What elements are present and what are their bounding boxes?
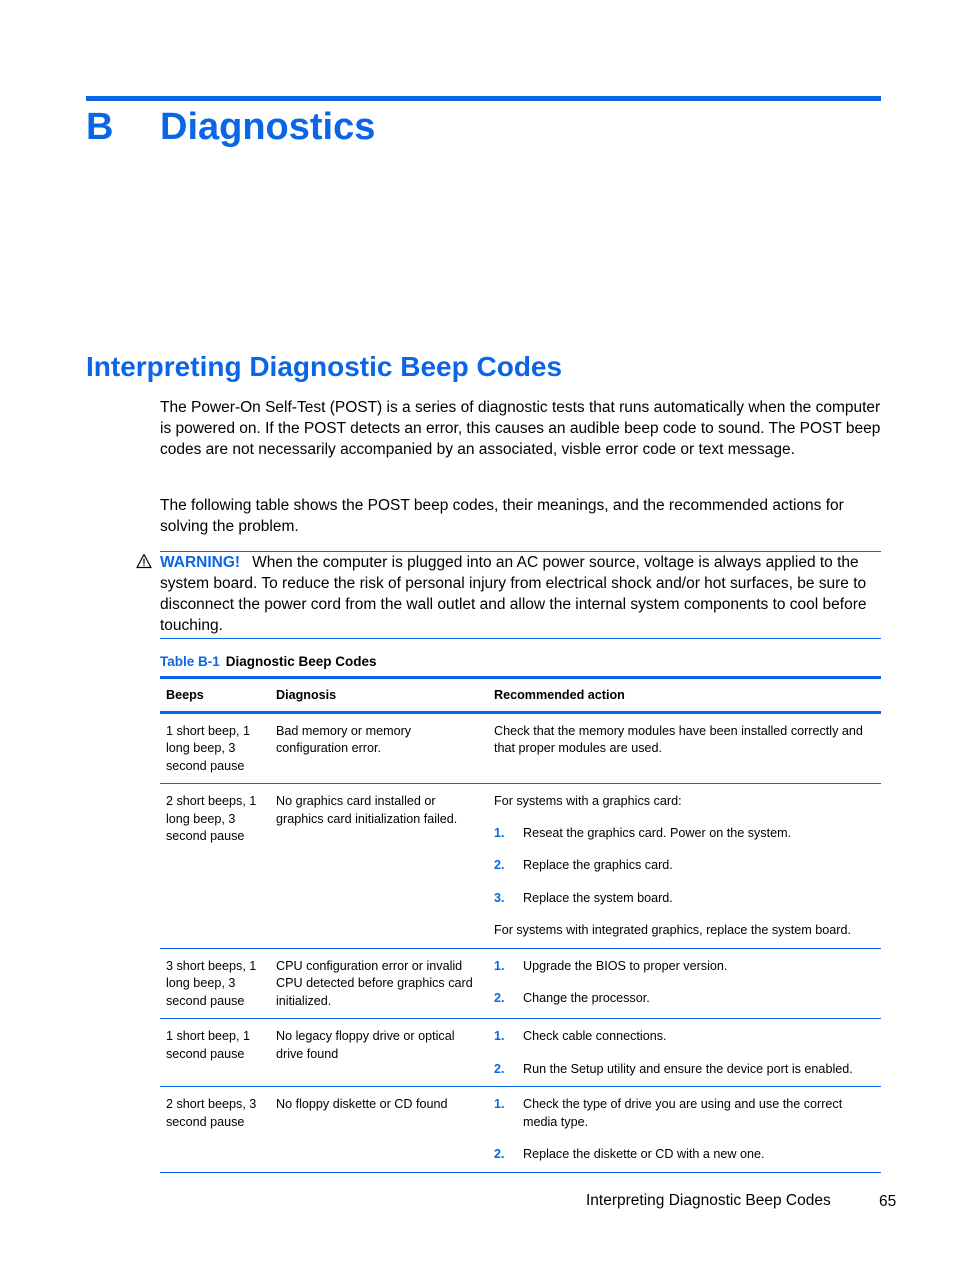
step-number: 2. <box>494 1061 505 1076</box>
page-number: 65 <box>879 1193 897 1210</box>
step-number: 2. <box>494 858 505 872</box>
table-caption <box>160 653 377 671</box>
step-text: Change the processor. <box>523 991 650 1005</box>
beeps-cell: 1 short beep, 1 second pause <box>166 1029 251 1061</box>
section-title: Interpreting Diagnostic Beep Codes <box>86 351 563 382</box>
table-caption-number: Table B-1 <box>160 654 220 669</box>
action-note: Check that the memory modules have been installed correctly and that proper modules are used. <box>494 723 863 755</box>
list-item <box>494 890 875 908</box>
action-cell <box>488 784 881 949</box>
step-number: 1. <box>494 825 505 840</box>
chapter-letter: B <box>86 106 114 148</box>
header-diagnosis: Diagnosis <box>276 688 337 702</box>
warning-text-block <box>160 552 881 636</box>
beeps-cell: 1 short beep, 1 long beep, 3 second pause <box>166 723 251 773</box>
step-number: 1. <box>494 1029 505 1043</box>
table-row <box>160 784 881 949</box>
action-cell <box>488 948 881 1019</box>
chapter-heading <box>86 104 375 150</box>
table-row <box>160 712 881 784</box>
action-steps <box>494 1096 875 1164</box>
beeps-cell: 2 short beeps, 3 second pause <box>166 1097 257 1129</box>
table-intro-paragraph: The following table shows the POST beep codes, their meanings, and the recommended actions for solving the problem. <box>160 497 844 535</box>
step-text: Check cable connections. <box>523 1029 667 1043</box>
beep-codes-table <box>160 676 881 1173</box>
beeps-cell: 3 short beeps, 1 long beep, 3 second pause <box>166 958 257 1008</box>
step-text: Replace the system board. <box>523 890 673 905</box>
list-item <box>494 1096 875 1131</box>
action-cell <box>488 712 881 784</box>
step-number: 2. <box>494 1147 505 1161</box>
step-text: Reseat the graphics card. Power on the system. <box>523 825 792 840</box>
warning-message: When the computer is plugged into an AC power source, voltage is always applied to the system board. To reduce the risk of personal injury from electrical shock and/or hot surfaces, be sure to disconnect the power cord from the wall outlet and allow the internal system components to cool before touching. <box>160 554 867 634</box>
step-text: Run the Setup utility and ensure the device port is enabled. <box>523 1061 853 1076</box>
action-steps <box>494 1028 875 1078</box>
table-row <box>160 1087 881 1173</box>
table-caption-title: Diagnostic Beep Codes <box>225 654 377 669</box>
list-item <box>494 825 875 843</box>
warning-label: WARNING! <box>160 554 241 571</box>
warning-box <box>160 551 881 639</box>
action-steps <box>494 825 875 908</box>
diagnosis-cell: CPU configuration error or invalid CPU detected before graphics card initialized. <box>276 958 473 1008</box>
header-beeps: Beeps <box>166 688 204 702</box>
step-text: Replace the diskette or CD with a new one. <box>523 1147 765 1161</box>
action-cell <box>488 1019 881 1087</box>
step-text: Upgrade the BIOS to proper version. <box>523 958 728 973</box>
diagnosis-cell: No legacy floppy drive or optical drive found <box>276 1029 455 1061</box>
step-number: 2. <box>494 991 505 1005</box>
step-number: 3. <box>494 890 505 905</box>
diagnosis-cell: No floppy diskette or CD found <box>276 1097 448 1111</box>
beeps-cell: 2 short beeps, 1 long beep, 3 second pause <box>166 794 257 843</box>
chapter-rule <box>86 96 881 101</box>
diagnosis-cell: No graphics card installed or graphics card initialization failed. <box>276 794 458 826</box>
action-note: For systems with a graphics card: <box>494 794 682 808</box>
step-text: Check the type of drive you are using and use the correct media type. <box>523 1097 843 1129</box>
table-header-row <box>160 678 881 713</box>
action-cell <box>488 1087 881 1173</box>
chapter-title: Diagnostics <box>160 106 376 148</box>
list-item <box>494 1146 875 1164</box>
step-number: 1. <box>494 1097 505 1111</box>
diagnosis-cell: Bad memory or memory configuration error. <box>276 723 412 755</box>
action-note: For systems with integrated graphics, replace the system board. <box>494 923 851 937</box>
step-text: Replace the graphics card. <box>523 858 673 872</box>
list-item <box>494 857 875 875</box>
header-recommended-action: Recommended action <box>494 688 625 702</box>
intro-paragraph: The Power-On Self-Test (POST) is a series of diagnostic tests that runs automatically when the computer is powered on. If the POST detects an error, this causes an audible beep code to sound. The POST beep codes are not necessarily accompanied by an associated, visble error code or text message. <box>160 399 881 458</box>
table-row <box>160 1019 881 1087</box>
list-item <box>494 1028 875 1046</box>
list-item <box>494 1061 875 1079</box>
step-number: 1. <box>494 958 505 973</box>
action-steps <box>494 958 875 1008</box>
list-item <box>494 990 875 1008</box>
footer-section-title: Interpreting Diagnostic Beep Codes <box>586 1192 831 1209</box>
list-item <box>494 958 875 976</box>
table-row <box>160 948 881 1019</box>
warning-triangle-icon <box>136 553 152 569</box>
